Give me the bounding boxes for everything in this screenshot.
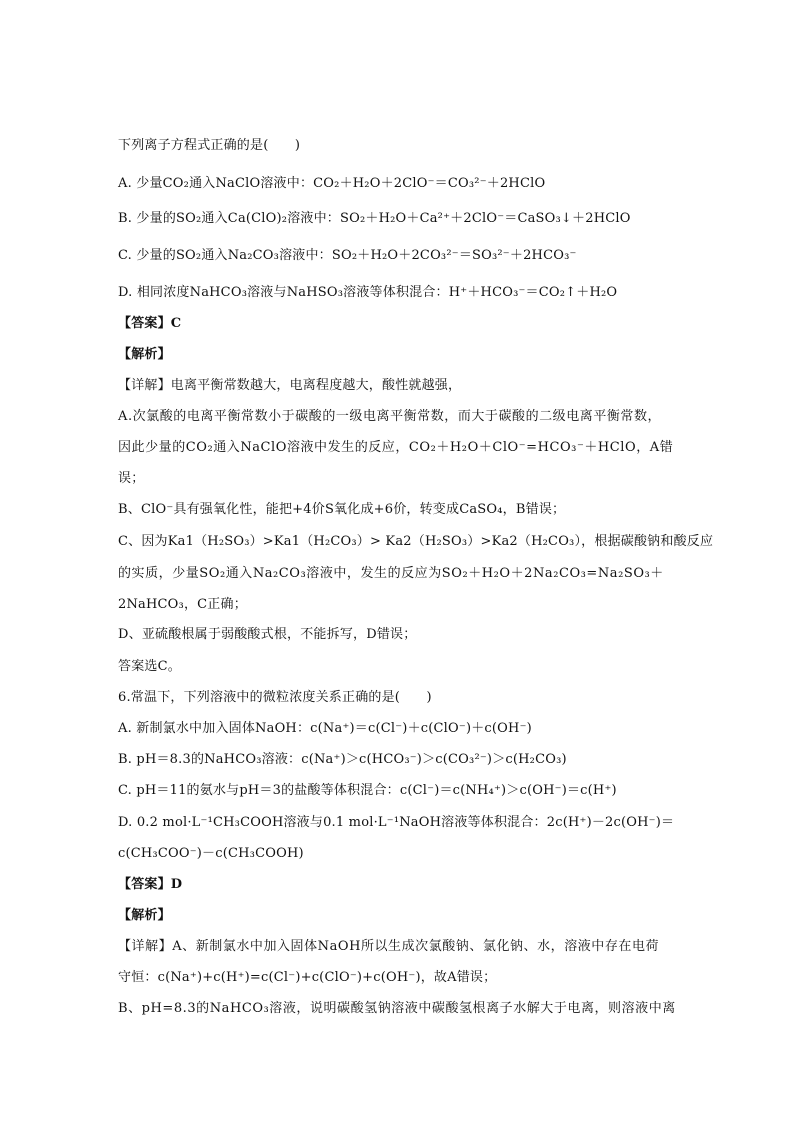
q5-detail-line: B、ClO⁻具有强氧化性，能把+4价S氧化成+6价，转变成CaSO₄，B错误；: [118, 502, 566, 517]
q5-answer: 【答案】C: [118, 316, 182, 331]
q5-detail-line: 2NaHCO₃，C正确；: [118, 597, 247, 612]
q6-detail-line: B、pH=8.3的NaHCO₃溶液，说明碳酸氢钠溶液中碳酸氢根离子水解大于电离，则溶液中离: [118, 1001, 676, 1016]
q6-stem: 6.常温下，下列溶液中的微粒浓度关系正确的是( ): [118, 690, 432, 705]
q5-option-b: B. 少量的SO₂通入Ca(ClO)₂溶液中：SO₂＋H₂O＋Ca²⁺＋2ClO⁻＝CaSO₃↓＋2HClO: [118, 211, 631, 226]
q5-option-c: C. 少量的SO₂通入Na₂CO₃溶液中：SO₂＋H₂O＋2CO₃²⁻＝SO₃²⁻＋2HCO₃⁻: [118, 248, 577, 263]
q5-option-a: A. 少量CO₂通入NaClO溶液中：CO₂＋H₂O＋2ClO⁻＝CO₃²⁻＋2HClO: [118, 176, 546, 191]
q6-analysis-heading: 【解析】: [118, 908, 171, 923]
q6-detail-line: 【详解】A、新制氯水中加入固体NaOH所以生成次氯酸钠、氯化钠、水，溶液中存在电荷: [118, 939, 660, 954]
q5-detail-line: 【详解】电离平衡常数越大，电离程度越大，酸性就越强，: [118, 378, 462, 393]
q5-detail-line: C、因为Ka1（H₂SO₃）>Ka1（H₂CO₃）> Ka2（H₂SO₃）>Ka2（H₂CO₃），根据碳酸钠和酸反应: [118, 534, 714, 549]
q6-detail-line: 守恒：c(Na⁺)+c(H⁺)=c(Cl⁻)+c(ClO⁻)+c(OH⁻)，故A错误；: [118, 970, 497, 985]
q6-option-c: C. pH＝11的氨水与pH＝3的盐酸等体积混合：c(Cl⁻)＝c(NH₄⁺)＞c(OH⁻)＝c(H⁺): [118, 783, 617, 798]
q5-detail-line: 的实质，少量SO₂通入Na₂CO₃溶液中，发生的反应为SO₂＋H₂O＋2Na₂CO₃=Na₂SO₃＋: [118, 566, 664, 581]
q5-option-d: D. 相同浓度NaHCO₃溶液与NaHSO₃溶液等体积混合：H⁺＋HCO₃⁻＝CO₂↑＋H₂O: [118, 285, 618, 300]
q5-conclusion: 答案选C。: [118, 659, 181, 674]
q5-detail-line: 误；: [118, 471, 145, 486]
q5-detail-line: D、亚硫酸根属于弱酸酸式根，不能拆写，D错误；: [118, 627, 417, 642]
q6-answer: 【答案】D: [118, 877, 183, 892]
q5-stem: 下列离子方程式正确的是( ): [118, 138, 301, 153]
q6-option-d: D. 0.2 mol·L⁻¹CH₃COOH溶液与0.1 mol·L⁻¹NaOH溶液等体积混合：2c(H⁺)－2c(OH⁻)＝: [118, 815, 675, 830]
q5-analysis-heading: 【解析】: [118, 347, 171, 362]
q5-detail-line: 因此少量的CO₂通入NaClO溶液中发生的反应，CO₂＋H₂O＋ClO⁻=HCO₃⁻＋HClO，A错: [118, 440, 674, 455]
q6-option-a: A. 新制氯水中加入固体NaOH：c(Na⁺)＝c(Cl⁻)＋c(ClO⁻)＋c(OH⁻): [118, 721, 532, 736]
q5-detail-line: A.次氯酸的电离平衡常数小于碳酸的一级电离平衡常数，而大于碳酸的二级电离平衡常数，: [118, 409, 662, 424]
q6-option-d-continued: c(CH₃COO⁻)－c(CH₃COOH): [118, 846, 304, 861]
q6-option-b: B. pH＝8.3的NaHCO₃溶液：c(Na⁺)＞c(HCO₃⁻)＞c(CO₃²⁻)＞c(H₂CO₃): [118, 752, 567, 767]
